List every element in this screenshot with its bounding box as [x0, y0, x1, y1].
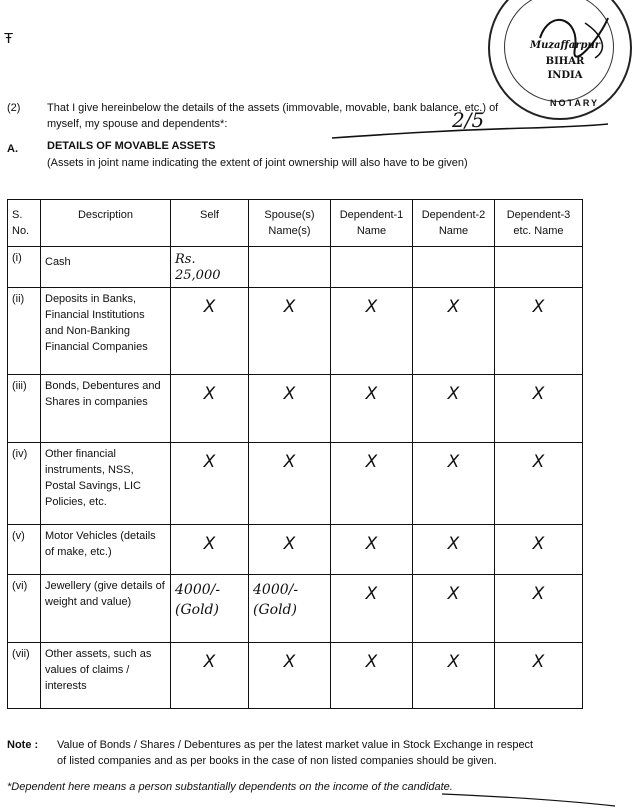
- cell-self: [171, 288, 249, 375]
- section-letter: A.: [7, 143, 18, 155]
- cell-self: [171, 247, 249, 288]
- row-sno: (i): [8, 247, 41, 288]
- row-description: Other assets, such as values of claims / interests: [41, 643, 171, 709]
- table-row: [8, 525, 583, 575]
- cell-dep1: [331, 525, 413, 575]
- header-description: Description: [41, 200, 171, 247]
- section-title: DETAILS OF MOVABLE ASSETS: [47, 140, 216, 152]
- header-dependent-2: Dependent-2 Name: [413, 200, 495, 247]
- mark-x: X: [447, 584, 460, 604]
- cash-self-value: Rs. 25,000: [175, 252, 221, 283]
- jewellery-self-value: 4000/- (Gold): [175, 582, 221, 618]
- table-row: [8, 288, 583, 375]
- cell-dep1: [331, 288, 413, 375]
- cell-dep1: [331, 375, 413, 443]
- cell-dep2: [413, 643, 495, 709]
- mark-x: X: [447, 384, 460, 404]
- row-sno: (vii): [8, 643, 41, 709]
- mark-x: X: [283, 534, 296, 554]
- note-label: Note :: [7, 739, 39, 751]
- seal-line-1: Muzaffarpur: [530, 40, 601, 51]
- corner-mark: Ŧ: [4, 30, 14, 47]
- mark-x: X: [283, 384, 296, 404]
- mark-x: X: [447, 652, 460, 672]
- mark-x: X: [203, 534, 216, 554]
- jewellery-spouse-value: 4000/- (Gold): [253, 582, 299, 618]
- intro-line-1: That I give hereinbelow the details of the assets (immovable, movable, bank balance, etc.) of: [47, 102, 499, 114]
- cell-self: [171, 643, 249, 709]
- cell-dep2: [413, 247, 495, 288]
- mark-x: X: [532, 297, 545, 317]
- cell-spouse: [249, 575, 331, 643]
- mark-x: X: [365, 297, 378, 317]
- table-row: [8, 643, 583, 709]
- mark-x: X: [203, 297, 216, 317]
- mark-x: X: [365, 652, 378, 672]
- header-sno: S. No.: [8, 200, 41, 247]
- cell-self: [171, 375, 249, 443]
- mark-x: X: [365, 534, 378, 554]
- signature-fraction: 2/5: [452, 108, 485, 132]
- cell-dep3: [495, 575, 583, 643]
- cell-dep3: [495, 643, 583, 709]
- row-sno: (v): [8, 525, 41, 575]
- item-number: (2): [7, 102, 21, 114]
- mark-x: X: [283, 452, 296, 472]
- cell-dep3: [495, 247, 583, 288]
- table-row: [8, 375, 583, 443]
- cell-dep1: [331, 643, 413, 709]
- cell-dep3: [495, 288, 583, 375]
- table-row: [8, 575, 583, 643]
- cell-dep1: [331, 575, 413, 643]
- header-spouse: Spouse(s) Name(s): [249, 200, 331, 247]
- mark-x: X: [447, 534, 460, 554]
- cell-dep2: [413, 375, 495, 443]
- cell-dep2: [413, 525, 495, 575]
- cell-self: [171, 443, 249, 525]
- header-self: Self: [171, 200, 249, 247]
- row-description: Jewellery (give details of weight and value): [41, 575, 171, 643]
- row-description: Motor Vehicles (details of make, etc.): [41, 525, 171, 575]
- mark-x: X: [532, 384, 545, 404]
- seal-bottom-text: NOTARY: [550, 98, 599, 108]
- cell-dep2: [413, 288, 495, 375]
- seal-line-3: INDIA: [547, 70, 583, 81]
- cell-self: [171, 525, 249, 575]
- cell-dep1: [331, 443, 413, 525]
- mark-x: X: [365, 384, 378, 404]
- cell-dep3: [495, 525, 583, 575]
- mark-x: X: [283, 652, 296, 672]
- mark-x: X: [203, 452, 216, 472]
- cell-dep2: [413, 575, 495, 643]
- row-description: Deposits in Banks, Financial Institutions and Non-Banking Financial Companies: [41, 288, 171, 375]
- mark-x: X: [283, 297, 296, 317]
- mark-x: X: [532, 584, 545, 604]
- note-line-1: Value of Bonds / Shares / Debentures as per the latest market value in Stock Exchange in respect: [57, 739, 534, 751]
- signature-line: [330, 120, 610, 150]
- cell-dep2: [413, 443, 495, 525]
- mark-x: X: [532, 652, 545, 672]
- header-dependent-3: Dependent-3 etc. Name: [495, 200, 583, 247]
- seal-line-2: BIHAR: [545, 56, 585, 67]
- cell-dep3: [495, 375, 583, 443]
- intro-line-2: myself, my spouse and dependents*:: [47, 118, 228, 130]
- cell-spouse: [249, 443, 331, 525]
- mark-x: X: [532, 534, 545, 554]
- row-sno: (iv): [8, 443, 41, 525]
- row-sno: (vi): [8, 575, 41, 643]
- row-sno: (ii): [8, 288, 41, 375]
- note-line-2: of listed companies and as per books in the case of non listed companies should be given.: [57, 755, 497, 767]
- table-row: [8, 443, 583, 525]
- cell-spouse: [249, 288, 331, 375]
- notary-seal: [488, 0, 632, 120]
- footnote-pen-stroke: [440, 790, 620, 810]
- footnote: *Dependent here means a person substantially dependents on the income of the candidate.: [7, 781, 453, 793]
- mark-x: X: [447, 297, 460, 317]
- cell-spouse: [249, 375, 331, 443]
- mark-x: X: [447, 452, 460, 472]
- mark-x: X: [365, 584, 378, 604]
- table-header-row: [8, 200, 583, 247]
- cell-spouse: [249, 525, 331, 575]
- mark-x: X: [203, 384, 216, 404]
- header-dependent-1: Dependent-1 Name: [331, 200, 413, 247]
- row-description: Cash: [41, 247, 171, 288]
- mark-x: X: [532, 452, 545, 472]
- row-description: Other financial instruments, NSS, Postal Savings, LIC Policies, etc.: [41, 443, 171, 525]
- mark-x: X: [365, 452, 378, 472]
- row-description: Bonds, Debentures and Shares in companies: [41, 375, 171, 443]
- cell-spouse: [249, 247, 331, 288]
- section-subtitle: (Assets in joint name indicating the extent of joint ownership will also have to be given): [47, 157, 468, 169]
- table-row: [8, 247, 583, 288]
- row-sno: (iii): [8, 375, 41, 443]
- cell-dep1: [331, 247, 413, 288]
- cell-spouse: [249, 643, 331, 709]
- cell-self: [171, 575, 249, 643]
- seal-signature-stroke: [490, 0, 630, 118]
- movable-assets-table: [7, 199, 583, 709]
- mark-x: X: [203, 652, 216, 672]
- cell-dep3: [495, 443, 583, 525]
